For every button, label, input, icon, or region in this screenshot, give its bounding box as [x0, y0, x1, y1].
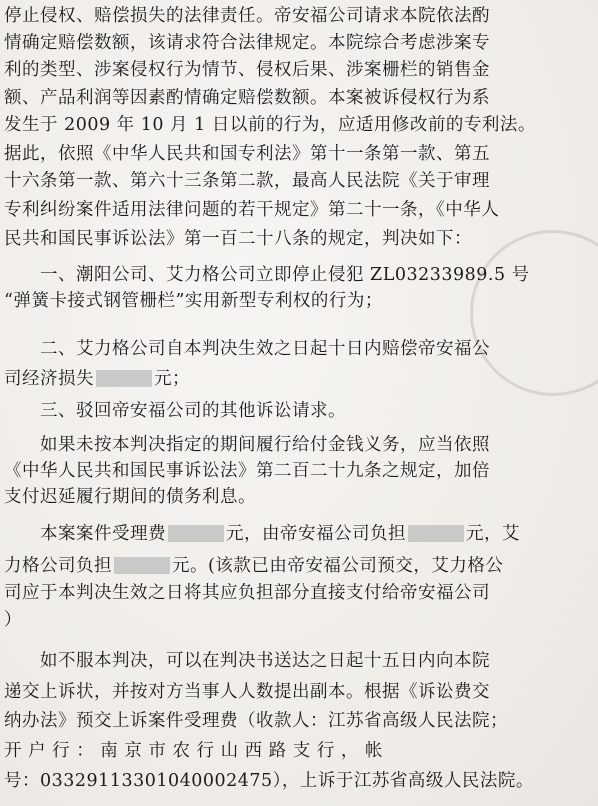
text-line: 三、驳回帝安福公司的其他诉讼请求。	[40, 401, 346, 421]
text-line: 专利纠纷案件适用法律问题的若干规定》第二十一条，《中华人	[4, 200, 500, 220]
text-line: 《中华人民共和国民事诉讼法》第二百二十九条之规定，加倍	[4, 461, 490, 481]
text-line: 停止侵权、赔偿损失的法律责任。帝安福公司请求本院依法酌	[4, 6, 490, 26]
text-fragment: 元。(该款已由帝安福公司预交，艾力格公	[172, 556, 504, 576]
text-line	[4, 368, 598, 390]
redacted-amount	[114, 557, 170, 574]
text-line: 开 户 行 ： 南 京 市 农 行 山 西 路 支 行 ， 帐	[4, 741, 383, 761]
text-line	[4, 555, 598, 577]
text-fragment: 元，由帝安福公司负担	[226, 524, 406, 544]
text-fragment: 本案案件受理费	[40, 524, 166, 544]
text-line: 情确定赔偿数额，该请求符合法律规定。本院综合考虑涉案专	[4, 33, 490, 53]
text-line: 号：03329113301040002475），上诉于江苏省高级人民法院。	[4, 771, 534, 791]
text-fragment: 元，艾	[466, 524, 520, 544]
text-line: 发生于 2009 年 10 月 1 日以前的行为，应适用修改前的专利法。	[4, 115, 536, 135]
text-line: 纳办法》预交上诉案件受理费（收款人：江苏省高级人民法院；	[4, 711, 508, 731]
text-line: 十六条第一款、第六十三条第二款，最高人民法院《关于审理	[4, 171, 490, 191]
text-line	[40, 523, 598, 545]
text-line: ）	[4, 610, 22, 630]
redacted-amount	[168, 525, 224, 542]
text-fragment: 力格公司负担	[4, 556, 112, 576]
text-line: 二、艾力格公司自本判决生效之日起十日内赔偿帝安福公	[40, 339, 490, 359]
text-line: 如果未按本判决指定的期间履行给付金钱义务，应当依照	[40, 435, 490, 455]
text-line: “弹簧卡接式钢管栅栏”实用新型专利权的行为；	[4, 291, 383, 311]
text-line: 额、产品利润等因素酌情确定赔偿数额。本案被诉侵权行为系	[4, 88, 490, 108]
text-line: 一、潮阳公司、艾力格公司立即停止侵犯 ZL03233989.5 号	[40, 265, 530, 285]
text-line: 利的类型、涉案侵权行为情节、侵权后果、涉案栅栏的销售金	[4, 60, 490, 80]
redacted-amount	[408, 525, 464, 542]
text-line: 民共和国民事诉讼法》第一百二十八条的规定，判决如下：	[4, 229, 472, 249]
text-line: 递交上诉状，并按对方当事人人数提出副本。根据《诉讼费交	[4, 682, 490, 702]
text-line: 司应于本判决生效之日将其应负担部分直接支付给帝安福公司	[4, 583, 490, 603]
text-line: 支付迟延履行期间的债务利息。	[4, 487, 256, 507]
text-fragment: 司经济损失	[4, 369, 94, 389]
text-line: 据此，依照《中华人民共和国专利法》第十一条第一款、第五	[4, 144, 490, 164]
text-line: 如不服本判决，可以在判决书送达之日起十五日内向本院	[40, 651, 490, 671]
redacted-amount	[96, 370, 152, 387]
text-fragment: 元；	[154, 369, 190, 389]
